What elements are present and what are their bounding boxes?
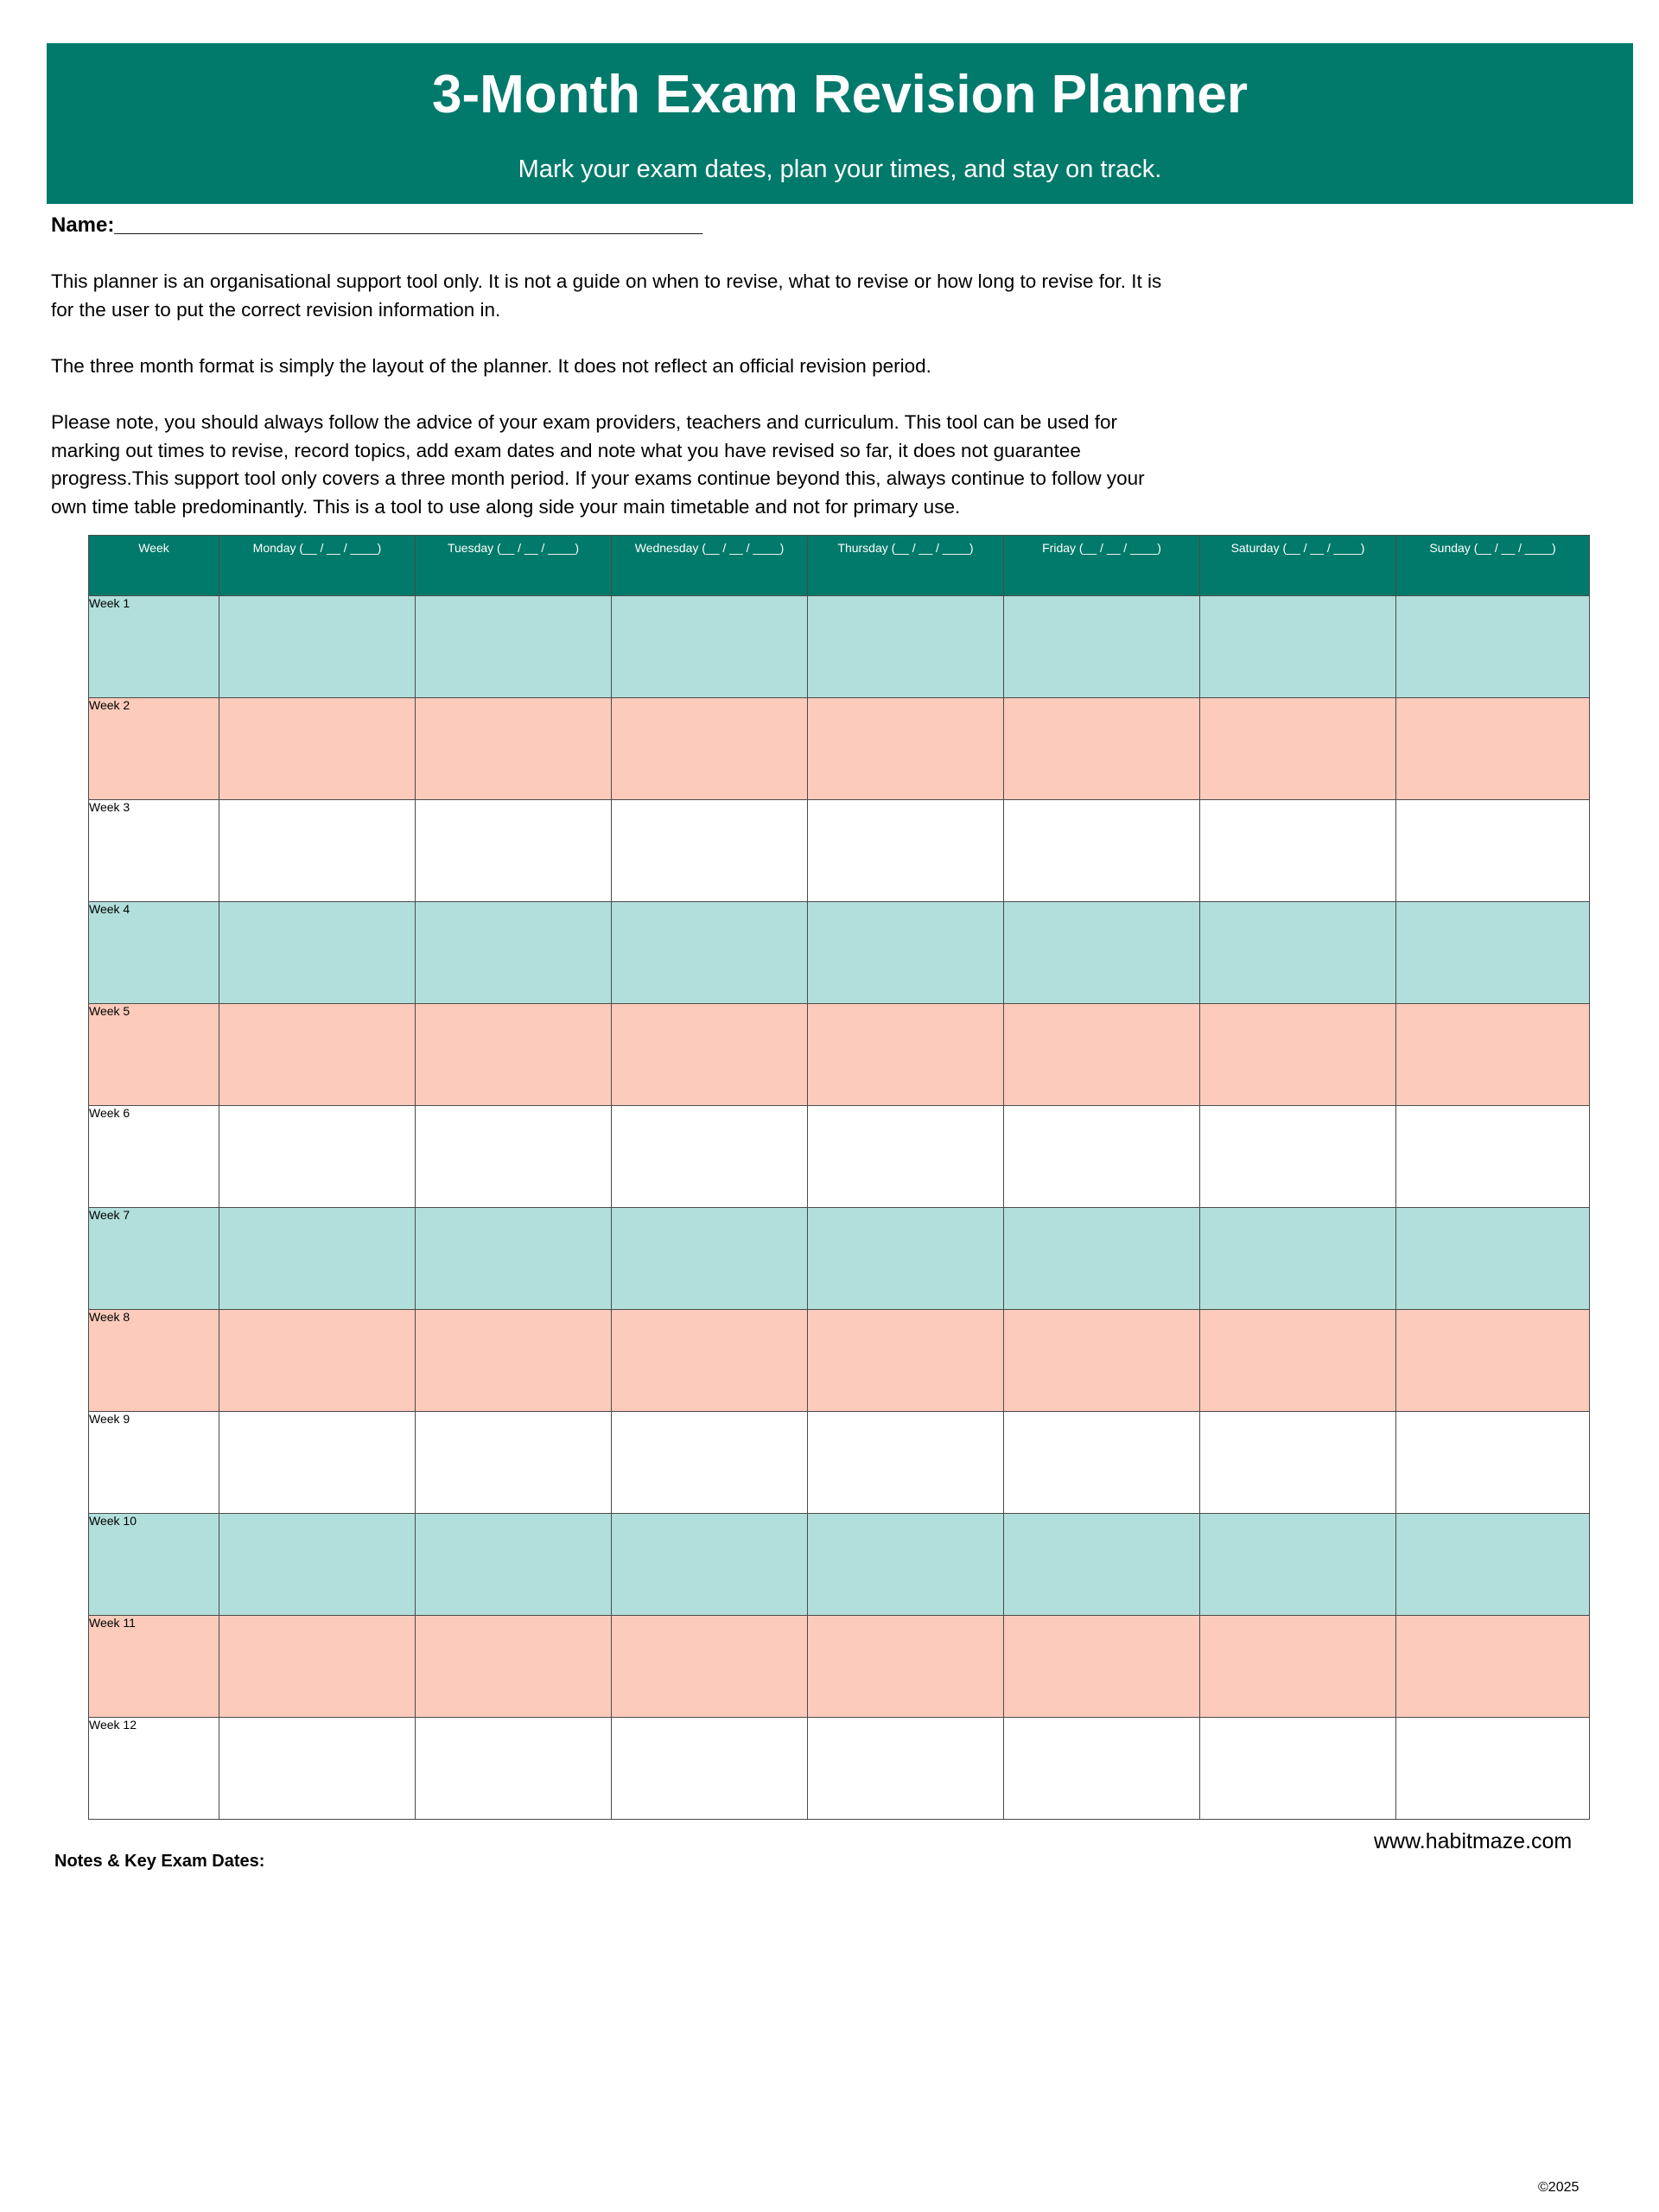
day-entry-cell[interactable] <box>612 1310 808 1412</box>
copyright-text: ©2025 <box>1538 2180 1580 2195</box>
day-entry-cell[interactable] <box>1396 902 1590 1004</box>
day-entry-cell[interactable] <box>416 596 612 698</box>
table-row <box>89 902 1590 1004</box>
day-entry-cell[interactable] <box>612 596 808 698</box>
header-saturday: Saturday (__ / __ / ____) <box>1200 536 1396 596</box>
day-entry-cell[interactable] <box>1200 698 1396 800</box>
day-entry-cell[interactable] <box>808 902 1004 1004</box>
table-row <box>89 1106 1590 1208</box>
table-row <box>89 698 1590 800</box>
header-week: Week <box>89 536 219 596</box>
week-label-cell: Week 11 <box>89 1616 219 1718</box>
day-entry-cell[interactable] <box>612 1106 808 1208</box>
table-row <box>89 1514 1590 1616</box>
day-entry-cell[interactable] <box>1396 1616 1590 1718</box>
day-entry-cell[interactable] <box>1200 1616 1396 1718</box>
day-entry-cell[interactable] <box>1004 698 1200 800</box>
day-entry-cell[interactable] <box>612 1004 808 1106</box>
day-entry-cell[interactable] <box>1004 596 1200 698</box>
week-label-cell: Week 7 <box>89 1208 219 1310</box>
day-entry-cell[interactable] <box>1396 1514 1590 1616</box>
day-entry-cell[interactable] <box>1396 1004 1590 1106</box>
header-friday: Friday (__ / __ / ____) <box>1004 536 1200 596</box>
day-entry-cell[interactable] <box>1396 1208 1590 1310</box>
week-label-cell: Week 4 <box>89 902 219 1004</box>
day-entry-cell[interactable] <box>1396 698 1590 800</box>
table-row <box>89 1004 1590 1106</box>
day-entry-cell[interactable] <box>219 800 416 902</box>
day-entry-cell[interactable] <box>1004 1310 1200 1412</box>
day-entry-cell[interactable] <box>1396 1106 1590 1208</box>
day-entry-cell[interactable] <box>808 1106 1004 1208</box>
week-label-cell: Week 5 <box>89 1004 219 1106</box>
day-entry-cell[interactable] <box>808 1208 1004 1310</box>
table-row <box>89 1310 1590 1412</box>
header-wednesday: Wednesday (__ / __ / ____) <box>612 536 808 596</box>
week-label-cell: Week 2 <box>89 698 219 800</box>
header-sunday: Sunday (__ / __ / ____) <box>1396 536 1590 596</box>
week-label-cell: Week 6 <box>89 1106 219 1208</box>
day-entry-cell[interactable] <box>612 1412 808 1514</box>
week-label-cell: Week 8 <box>89 1310 219 1412</box>
table-row <box>89 1412 1590 1514</box>
day-entry-cell[interactable] <box>219 1718 416 1820</box>
day-entry-cell[interactable] <box>416 1514 612 1616</box>
day-entry-cell[interactable] <box>1200 902 1396 1004</box>
header-thursday: Thursday (__ / __ / ____) <box>808 536 1004 596</box>
day-entry-cell[interactable] <box>1200 1208 1396 1310</box>
day-entry-cell[interactable] <box>1004 1514 1200 1616</box>
day-entry-cell[interactable] <box>416 800 612 902</box>
day-entry-cell[interactable] <box>416 698 612 800</box>
day-entry-cell[interactable] <box>416 1412 612 1514</box>
day-entry-cell[interactable] <box>1004 1616 1200 1718</box>
day-entry-cell[interactable] <box>1200 1412 1396 1514</box>
day-entry-cell[interactable] <box>808 1616 1004 1718</box>
day-entry-cell[interactable] <box>1396 800 1590 902</box>
day-entry-cell[interactable] <box>416 1310 612 1412</box>
week-label-cell: Week 3 <box>89 800 219 902</box>
table-row <box>89 1718 1590 1820</box>
day-entry-cell[interactable] <box>808 1514 1004 1616</box>
day-entry-cell[interactable] <box>1396 596 1590 698</box>
day-entry-cell[interactable] <box>1004 1412 1200 1514</box>
day-entry-cell[interactable] <box>1004 800 1200 902</box>
day-entry-cell[interactable] <box>416 1616 612 1718</box>
day-entry-cell[interactable] <box>612 1718 808 1820</box>
day-entry-cell[interactable] <box>808 1310 1004 1412</box>
day-entry-cell[interactable] <box>808 1412 1004 1514</box>
day-entry-cell[interactable] <box>1200 1004 1396 1106</box>
day-entry-cell[interactable] <box>1200 1106 1396 1208</box>
day-entry-cell[interactable] <box>1200 800 1396 902</box>
website-url: www.habitmaze.com <box>1374 1829 1573 1853</box>
day-entry-cell[interactable] <box>612 1208 808 1310</box>
disclaimer-paragraph-2: The three month format is simply the layout of the planner. It does not reflect an official revision period. <box>51 355 931 377</box>
day-entry-cell[interactable] <box>1200 1514 1396 1616</box>
day-entry-cell[interactable] <box>219 596 416 698</box>
day-entry-cell[interactable] <box>416 1106 612 1208</box>
day-entry-cell[interactable] <box>219 1106 416 1208</box>
day-entry-cell[interactable] <box>1004 1004 1200 1106</box>
day-entry-cell[interactable] <box>219 1616 416 1718</box>
day-entry-cell[interactable] <box>416 1004 612 1106</box>
day-entry-cell[interactable] <box>1200 596 1396 698</box>
day-entry-cell[interactable] <box>219 698 416 800</box>
week-label-cell: Week 12 <box>89 1718 219 1820</box>
day-entry-cell[interactable] <box>416 1718 612 1820</box>
day-entry-cell[interactable] <box>1396 1718 1590 1820</box>
table-header-row <box>89 536 1590 596</box>
day-entry-cell[interactable] <box>808 1004 1004 1106</box>
table-row <box>89 1616 1590 1718</box>
table-row <box>89 596 1590 698</box>
day-entry-cell[interactable] <box>1396 1412 1590 1514</box>
day-entry-cell[interactable] <box>1396 1310 1590 1412</box>
day-entry-cell[interactable] <box>219 1004 416 1106</box>
day-entry-cell[interactable] <box>219 1310 416 1412</box>
day-entry-cell[interactable] <box>1200 1718 1396 1820</box>
day-entry-cell[interactable] <box>416 1208 612 1310</box>
day-entry-cell[interactable] <box>219 902 416 1004</box>
day-entry-cell[interactable] <box>1004 902 1200 1004</box>
day-entry-cell[interactable] <box>612 902 808 1004</box>
day-entry-cell[interactable] <box>416 902 612 1004</box>
page-title: 3-Month Exam Revision Planner <box>432 65 1248 124</box>
day-entry-cell[interactable] <box>1004 1718 1200 1820</box>
table-row <box>89 1208 1590 1310</box>
day-entry-cell[interactable] <box>219 1208 416 1310</box>
week-label-cell: Week 9 <box>89 1412 219 1514</box>
header-tuesday: Tuesday (__ / __ / ____) <box>416 536 612 596</box>
table-row <box>89 800 1590 902</box>
day-entry-cell[interactable] <box>612 698 808 800</box>
day-entry-cell[interactable] <box>808 698 1004 800</box>
notes-label: Notes & Key Exam Dates: <box>54 1852 265 1871</box>
day-entry-cell[interactable] <box>1200 1310 1396 1412</box>
page-subtitle: Mark your exam dates, plan your times, and stay on track. <box>518 156 1162 183</box>
day-entry-cell[interactable] <box>612 800 808 902</box>
name-field-label[interactable]: Name:___________________________________________________ <box>51 213 703 237</box>
header-banner <box>47 43 1633 204</box>
disclaimer-paragraph-3: Please note, you should always follow the advice of your exam providers, teachers and curriculum. This tool can be used for marking out times to revise, record topics, add exam dates and note what you have revised so far, it does not guarantee progress.This support tool only covers a three month period. If your exams continue beyond this, always continue to follow your own time table predominantly. This is a tool to use along side your main timetable and not for primary use. <box>51 411 1145 518</box>
day-entry-cell[interactable] <box>219 1412 416 1514</box>
revision-planner-table <box>88 535 1590 1820</box>
week-label-cell: Week 1 <box>89 596 219 698</box>
header-monday: Monday (__ / __ / ____) <box>219 536 416 596</box>
day-entry-cell[interactable] <box>1004 1106 1200 1208</box>
table-body <box>89 596 1590 1820</box>
day-entry-cell[interactable] <box>808 1718 1004 1820</box>
day-entry-cell[interactable] <box>612 1514 808 1616</box>
day-entry-cell[interactable] <box>1004 1208 1200 1310</box>
week-label-cell: Week 10 <box>89 1514 219 1616</box>
day-entry-cell[interactable] <box>219 1514 416 1616</box>
disclaimer-paragraph-1: This planner is an organisational support tool only. It is not a guide on when to revise, what to revise or how long to revise for. It is for the user to put the correct revision information in. <box>51 270 1162 321</box>
day-entry-cell[interactable] <box>808 800 1004 902</box>
day-entry-cell[interactable] <box>612 1616 808 1718</box>
day-entry-cell[interactable] <box>808 596 1004 698</box>
